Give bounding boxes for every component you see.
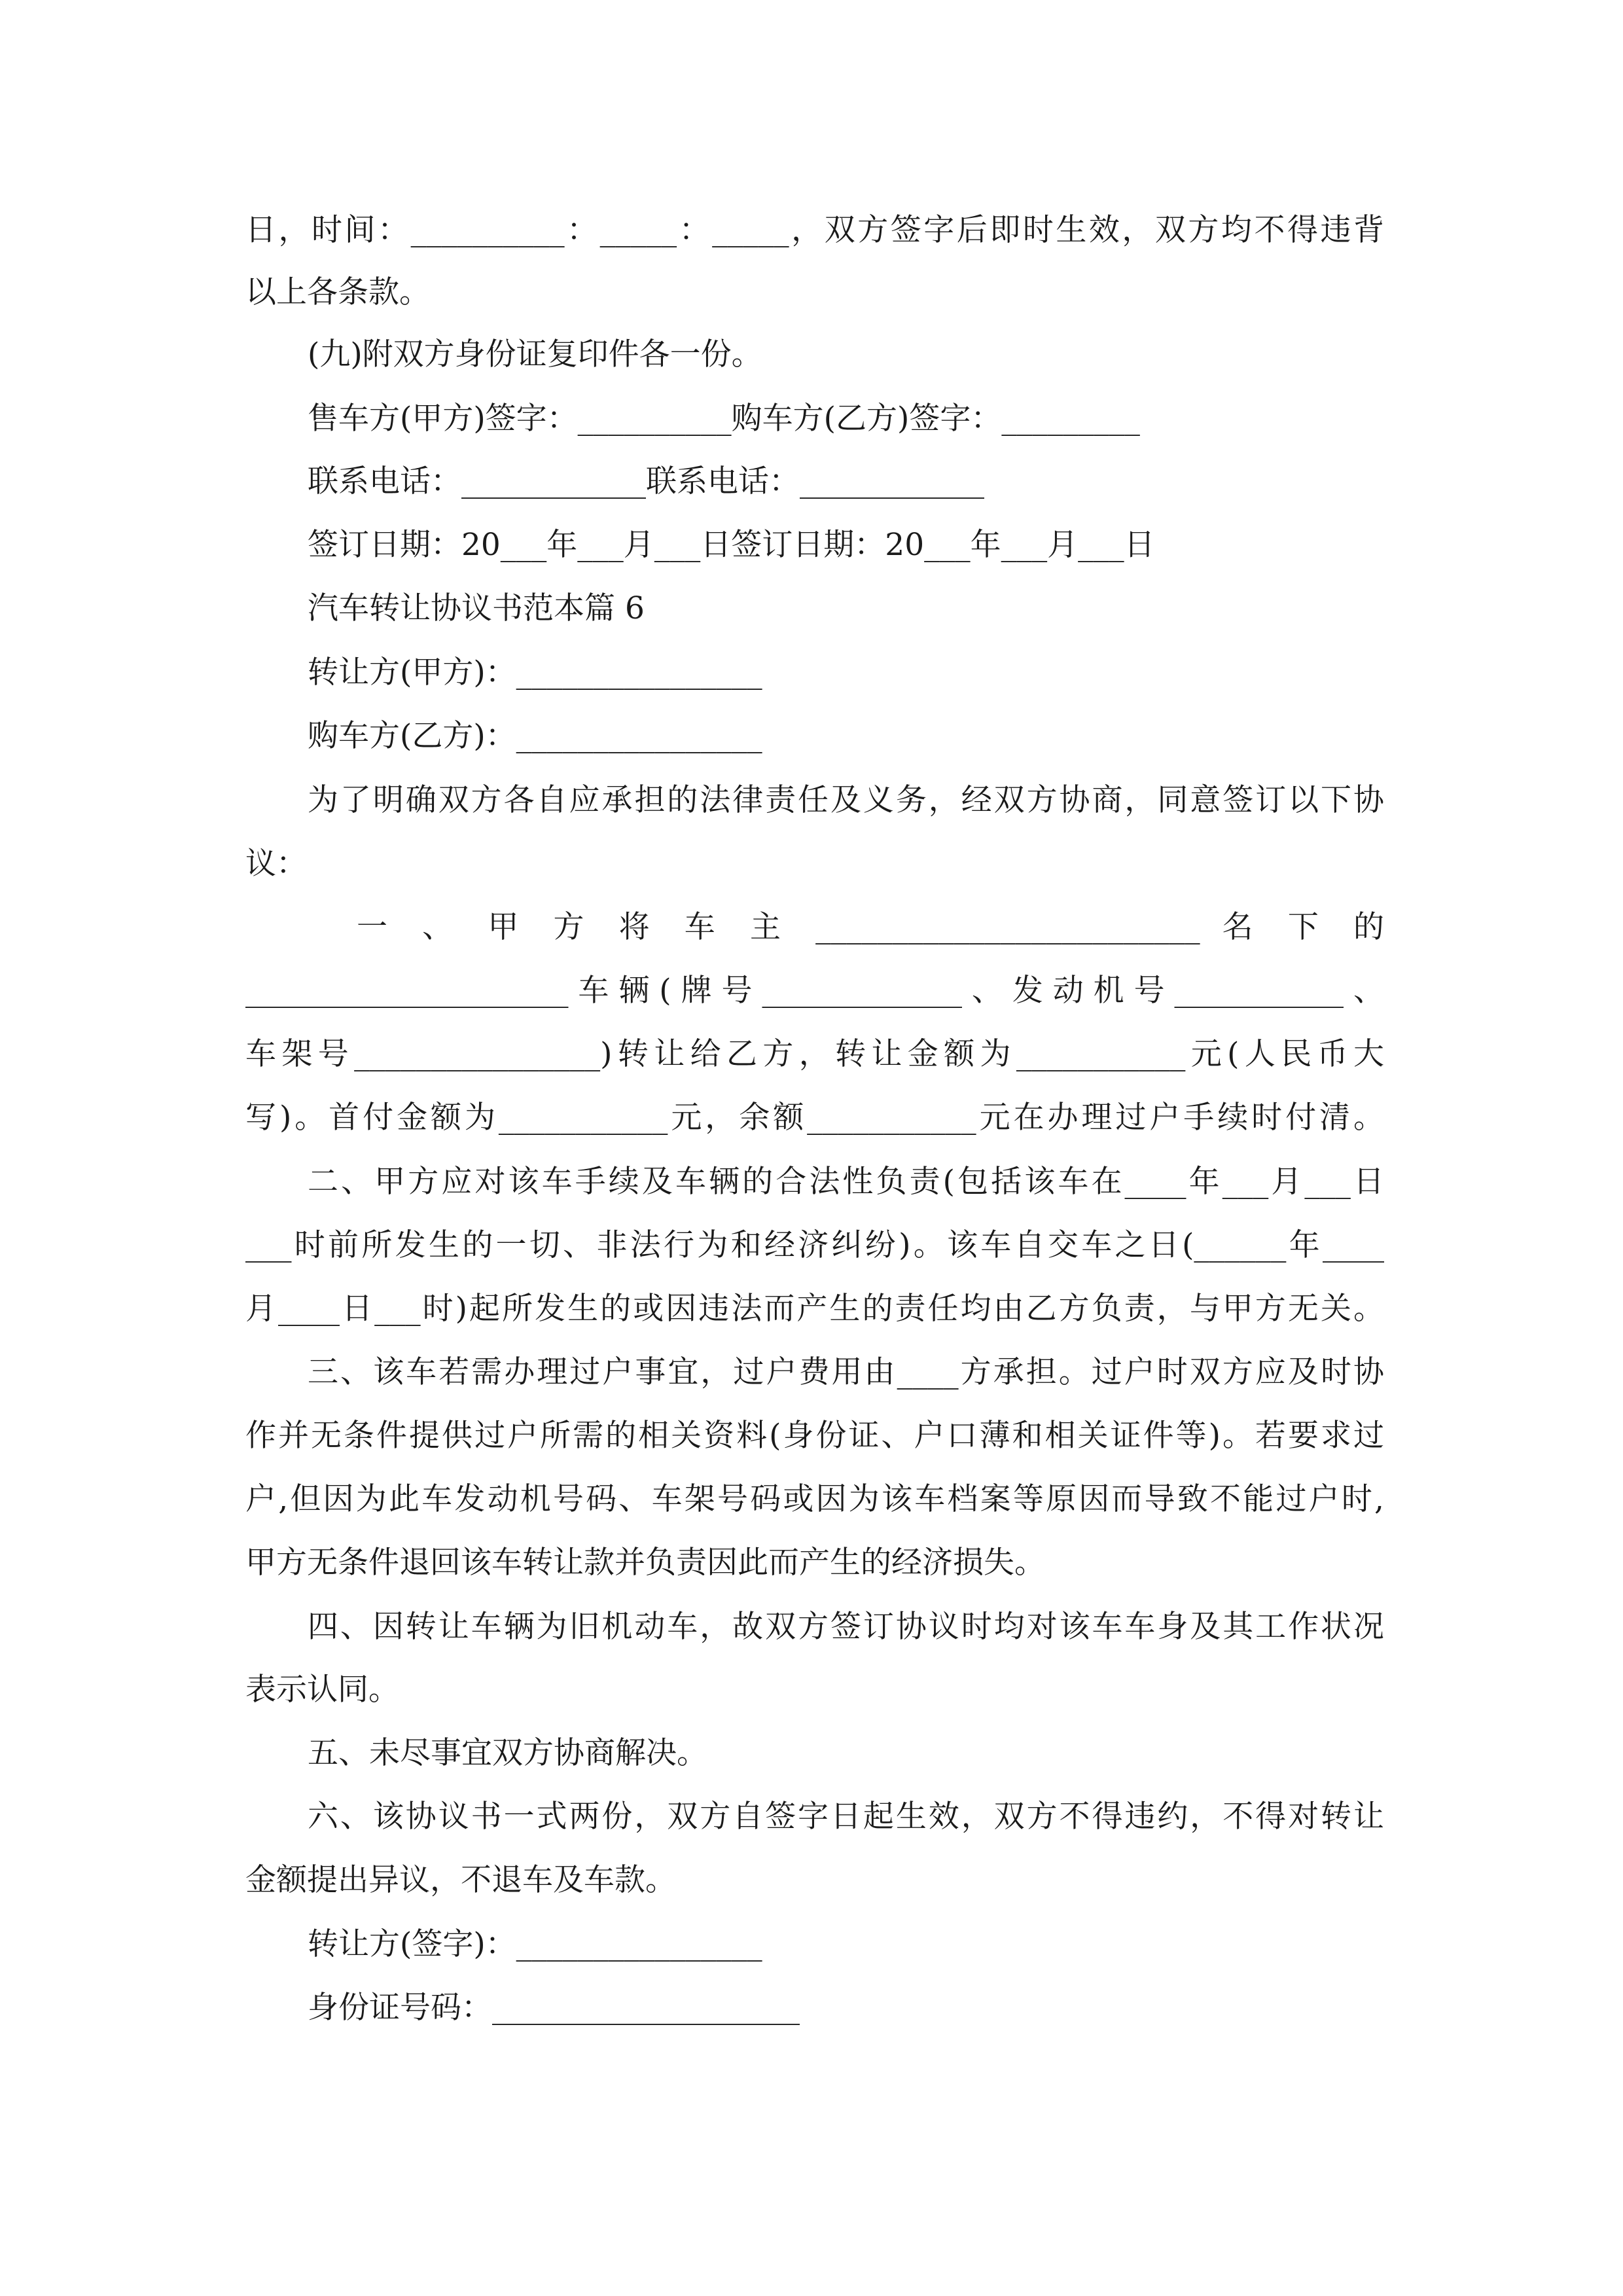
clause-2-line-2: ___时前所发生的一切、非法行为和经济纠纷)。该车自交车之日(______年____ — [245, 1227, 1384, 1263]
clause-4-line-2: 表示认同。 — [245, 1672, 399, 1708]
clause-4-line-1: 四、因转让车辆为旧机动车，故双方签订协议时均对该车车身及其工作状况 — [308, 1609, 1384, 1645]
clause-1-line-2: _____________________车辆(牌号_____________、发动机号___________、 — [245, 973, 1384, 1009]
doc-line-terms: 以上各条款。 — [245, 274, 430, 310]
clause-6-line-2: 金额提出异议，不退车及车款。 — [245, 1862, 676, 1898]
clause-3-line-2: 作并无条件提供过户所需的相关资料(身份证、户口薄和相关证件等)。若要求过 — [245, 1418, 1384, 1454]
doc-line-preamble: 为了明确双方各自应承担的法律责任及义务，经双方协商，同意签订以下协 — [308, 782, 1384, 818]
clause-2-line-3: 月____日___时)起所发生的或因违法而产生的责任均由乙方负责，与甲方无关。 — [245, 1291, 1384, 1327]
clause-3-line-3: 户,但因为此车发动机号码、车架号码或因为该车档案等原因而导致不能过户时, — [245, 1481, 1384, 1517]
clause-3-line-1: 三、该车若需办理过户事宜，过户费用由____方承担。过户时双方应及时协 — [308, 1354, 1384, 1390]
doc-line-buyer: 购车方(乙方)：________________ — [308, 718, 762, 754]
clause-5: 五、未尽事宜双方协商解决。 — [308, 1735, 707, 1771]
doc-line-preamble-end: 议： — [245, 846, 307, 882]
doc-line-transferor: 转让方(甲方)：________________ — [308, 655, 762, 691]
section-heading: 汽车转让协议书范本篇 6 — [308, 590, 645, 626]
clause-2-line-1: 二、甲方应对该车手续及车辆的合法性负责(包括该车在____年___月___日 — [308, 1164, 1384, 1200]
clause-1-line-1: 一 、 甲 方 将 车 主 _________________________ 名 下 的 — [357, 909, 1384, 945]
doc-line-id-copies: (九)附双方身份证复印件各一份。 — [308, 336, 762, 372]
clause-3-line-4: 甲方无条件退回该车转让款并负责因此而产生的经济损失。 — [245, 1545, 1045, 1581]
clause-1-line-4: 写)。首付金额为___________元，余额___________元在办理过户手续时付清。 — [245, 1100, 1384, 1136]
doc-line-signatures: 售车方(甲方)签字：__________购车方(乙方)签字：_________ — [308, 401, 1140, 437]
clause-1-line-3: 车架号________________)转让给乙方，转让金额为___________元(人民币大 — [245, 1036, 1384, 1072]
doc-line-id-number: 身份证号码：____________________ — [308, 1990, 800, 2026]
doc-line-transferor-signature: 转让方(签字)：________________ — [308, 1926, 762, 1962]
doc-line-effective-time: 日，时间：__________：_____：_____，双方签字后即时生效，双方均不得违背 — [245, 212, 1384, 248]
doc-line-phones: 联系电话：____________联系电话：____________ — [308, 463, 984, 499]
clause-6-line-1: 六、该协议书一式两份，双方自签字日起生效，双方不得违约，不得对转让 — [308, 1799, 1384, 1835]
doc-line-sign-dates: 签订日期：20___年___月___日签订日期：20___年___月___日 — [308, 527, 1155, 563]
